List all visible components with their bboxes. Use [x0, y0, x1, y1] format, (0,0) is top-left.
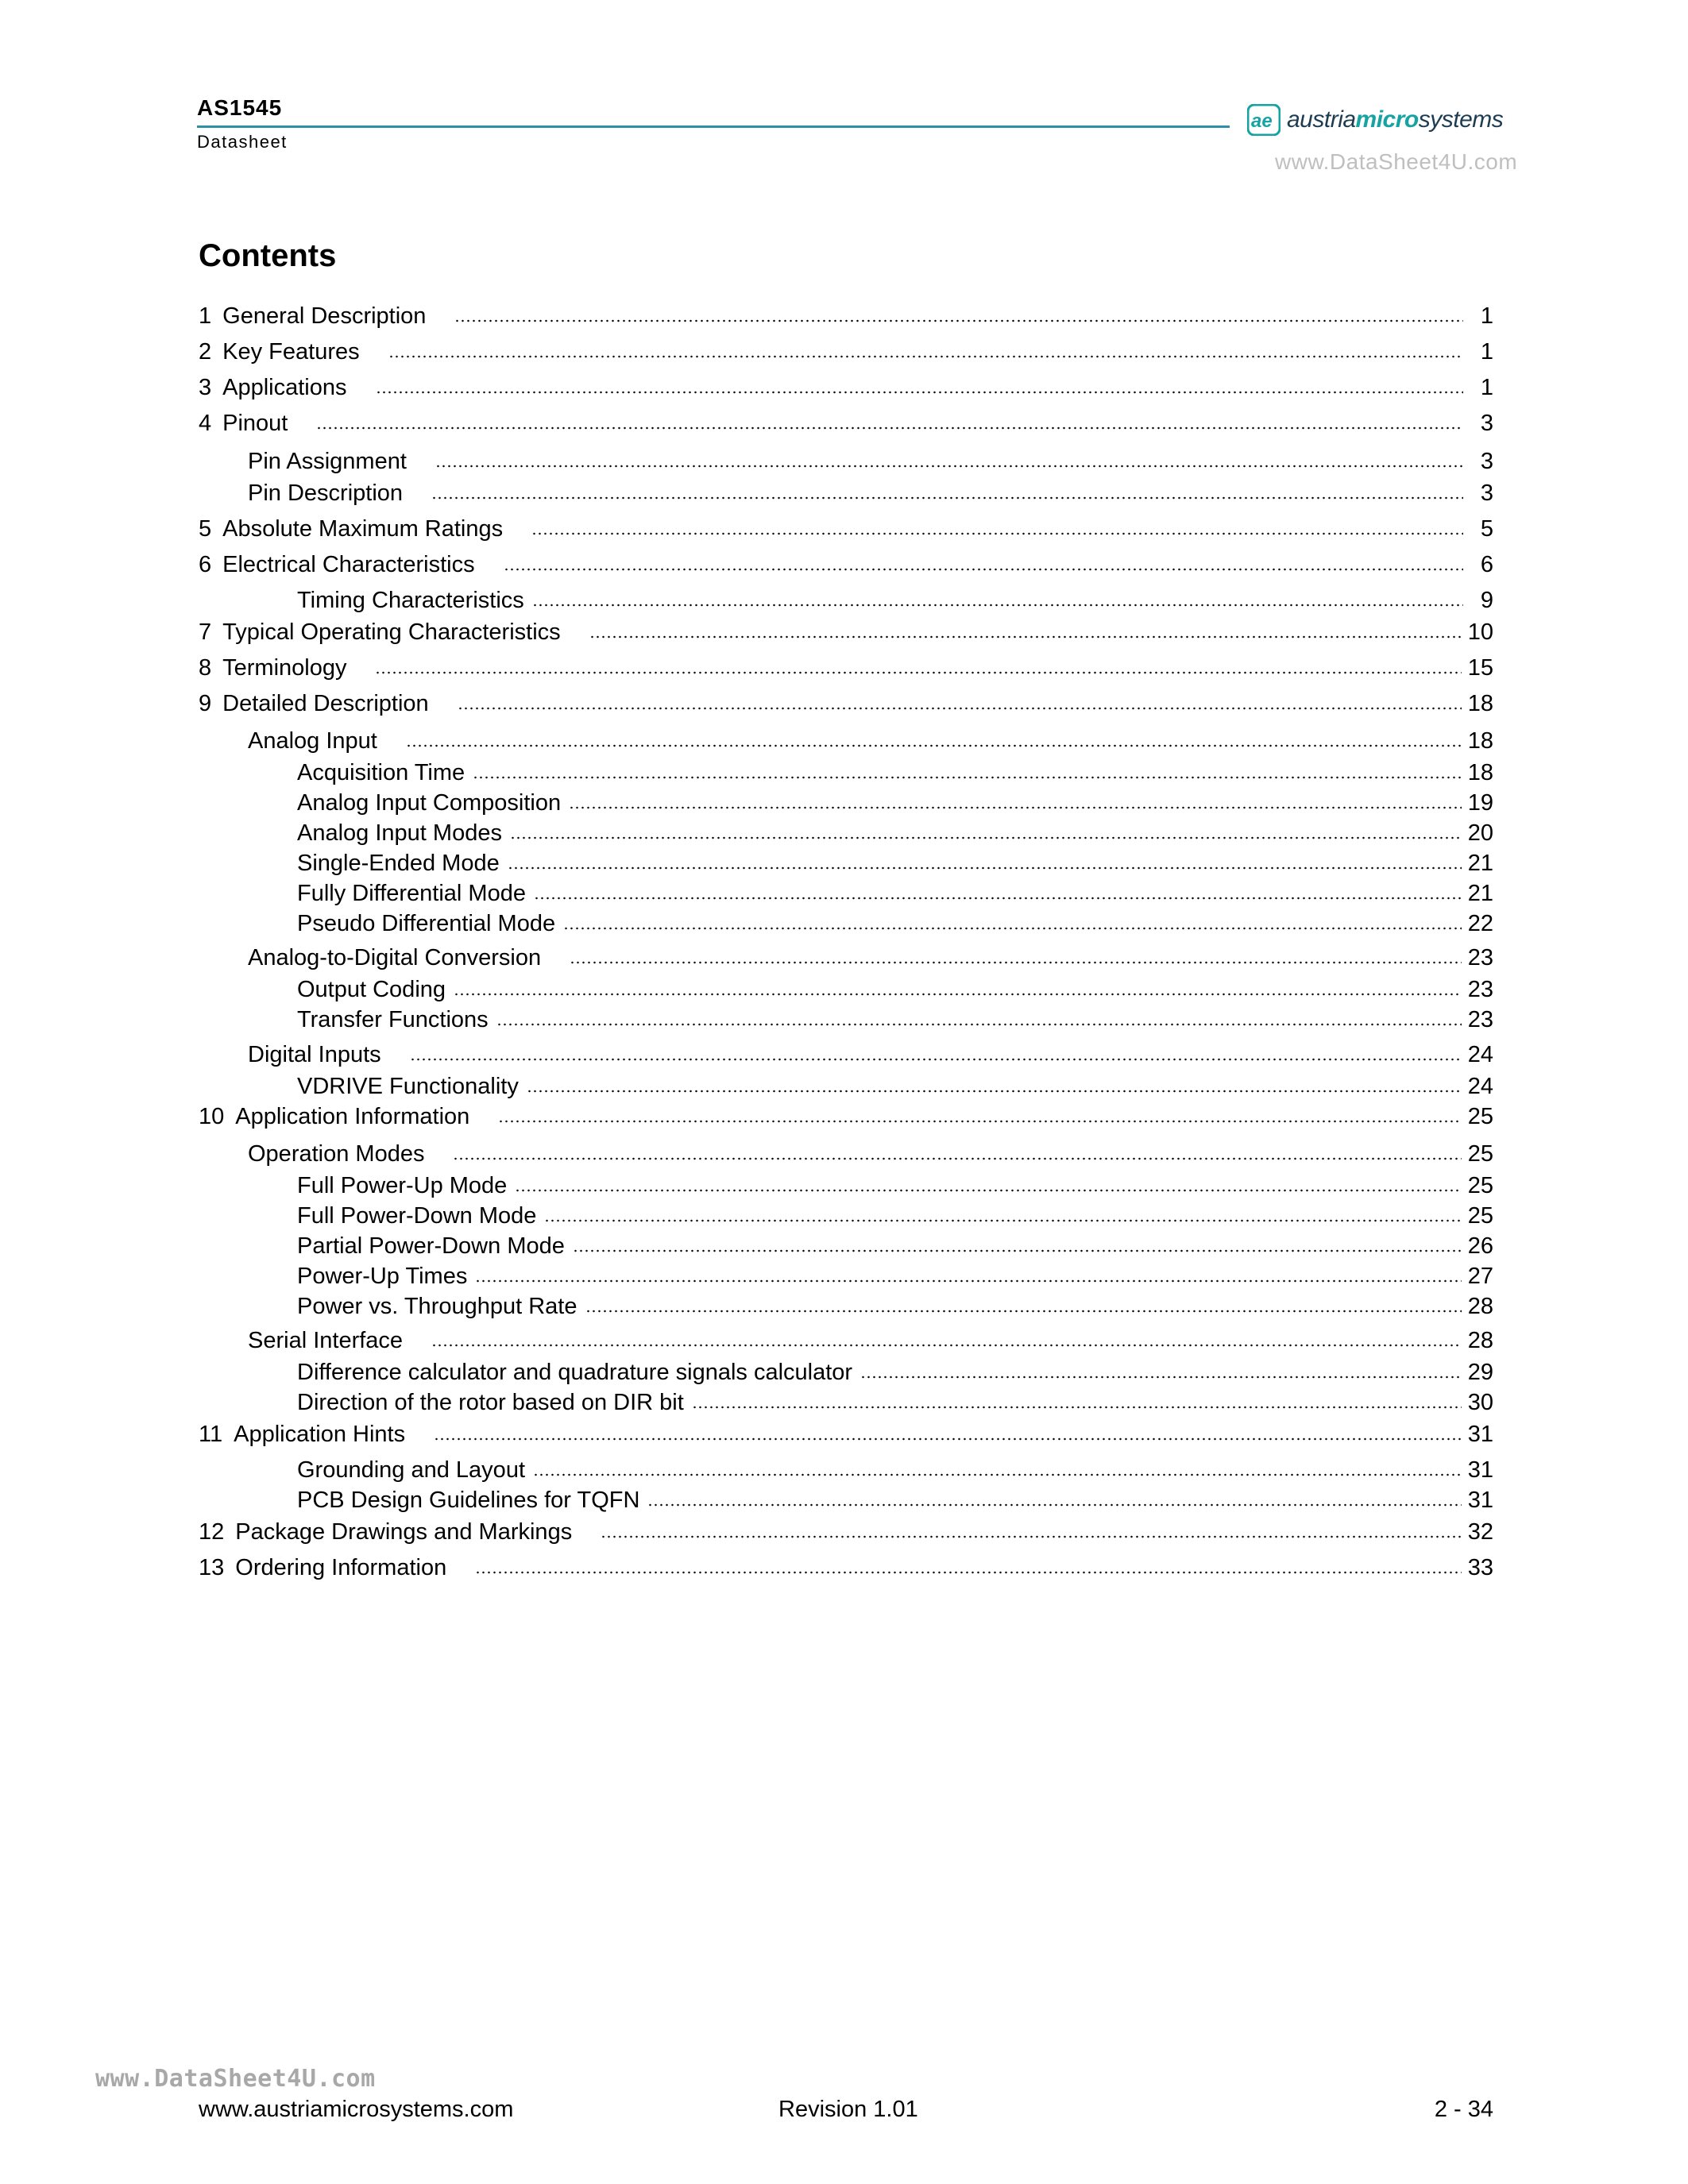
toc-entry-number: 7 [199, 619, 212, 645]
toc-entry[interactable] [199, 727, 1493, 755]
toc-entry[interactable] [199, 479, 1493, 507]
toc-entry-page: 20 [1467, 820, 1493, 846]
document-title: AS1545 [197, 95, 283, 120]
toc-dot-leader [498, 1120, 1461, 1123]
toc-entry-label: Full Power-Down Mode [297, 1203, 537, 1229]
toc-entry[interactable] [199, 1202, 1493, 1230]
toc-entry-label: Digital Inputs [248, 1042, 381, 1067]
toc-dot-leader [570, 961, 1462, 964]
toc-entry-label: Applications [222, 375, 347, 400]
toc-entry[interactable] [199, 758, 1493, 787]
toc-entry-label: VDRIVE Functionality [297, 1074, 519, 1099]
toc-entry-page: 3 [1480, 449, 1493, 474]
toc-dot-leader [434, 1437, 1462, 1441]
toc-entry-label: Transfer Functions [297, 1007, 489, 1032]
toc-entry-number: 10 [199, 1104, 225, 1129]
toc-entry-label: Application Hints [234, 1422, 406, 1447]
toc-entry-page: 18 [1467, 760, 1493, 785]
toc-dot-leader [569, 806, 1462, 809]
toc-entry-page: 25 [1467, 1141, 1493, 1167]
toc-entry-label: Typical Operating Characteristics [222, 619, 561, 645]
toc-entry-page: 30 [1467, 1390, 1493, 1415]
toc-entry-page: 23 [1467, 1007, 1493, 1032]
toc-entry-page: 33 [1467, 1555, 1493, 1580]
toc-entry[interactable] [199, 618, 1493, 646]
toc-entry[interactable] [199, 515, 1493, 543]
svg-text:ae: ae [1251, 110, 1273, 132]
toc-dot-leader [533, 1473, 1462, 1476]
toc-entry[interactable] [199, 879, 1493, 908]
toc-entry[interactable] [199, 373, 1493, 402]
toc-entry-page: 25 [1467, 1203, 1493, 1229]
toc-entry-page: 21 [1467, 851, 1493, 876]
toc-dot-leader [431, 496, 1463, 500]
toc-dot-leader [534, 897, 1462, 900]
toc-dot-leader [585, 1310, 1462, 1313]
toc-dot-leader [496, 1023, 1462, 1026]
toc-entry[interactable] [199, 849, 1493, 878]
toc-entry-page: 26 [1467, 1233, 1493, 1259]
toc-entry-page: 24 [1467, 1042, 1493, 1067]
toc-entry-number: 13 [199, 1555, 225, 1580]
toc-entry-label: Fully Differential Mode [297, 881, 526, 906]
toc-entry-page: 10 [1467, 619, 1493, 645]
toc-entry-label: Analog Input [248, 728, 377, 754]
toc-entry-number: 6 [199, 552, 212, 577]
logo-wordmark: austriamicrosystems [1287, 106, 1504, 133]
toc-entry[interactable] [199, 1486, 1493, 1515]
toc-entry-page: 18 [1467, 691, 1493, 716]
toc-entry-page: 9 [1480, 588, 1493, 613]
toc-entry[interactable] [199, 1005, 1493, 1034]
toc-entry-label: Full Power-Up Mode [297, 1173, 508, 1198]
toc-entry-label: PCB Design Guidelines for TQFN [297, 1488, 640, 1513]
toc-entry-number: 9 [199, 691, 212, 716]
toc-entry-page: 18 [1467, 728, 1493, 754]
toc-entry-page: 19 [1467, 790, 1493, 816]
watermark-bottom[interactable]: www.DataSheet4U.com [95, 2065, 376, 2093]
footer-website[interactable]: www.austriamicrosystems.com [199, 2097, 514, 2122]
toc-dot-leader [692, 1406, 1462, 1409]
toc-dot-leader [647, 1503, 1461, 1507]
toc-entry-label: Pin Assignment [248, 449, 407, 474]
toc-dot-leader [531, 532, 1463, 535]
toc-entry-page: 25 [1467, 1173, 1493, 1198]
toc-entry-page: 32 [1467, 1519, 1493, 1545]
toc-entry-number: 3 [199, 375, 212, 400]
toc-entry-page: 27 [1467, 1264, 1493, 1289]
toc-entry[interactable] [199, 1102, 1493, 1131]
toc-entry-page: 22 [1467, 911, 1493, 936]
toc-entry-page: 3 [1480, 411, 1493, 436]
toc-entry-label: Pin Description [248, 480, 404, 506]
toc-entry[interactable] [199, 1262, 1493, 1291]
toc-dot-leader [431, 1344, 1462, 1347]
toc-entry-label: Power vs. Throughput Rate [297, 1294, 577, 1319]
toc-entry-label: Pinout [222, 411, 288, 436]
toc-entry-page: 1 [1480, 303, 1493, 329]
toc-dot-leader [475, 1279, 1461, 1283]
toc-entry-page: 29 [1467, 1360, 1493, 1385]
ae-logo-icon [1247, 104, 1280, 136]
toc-dot-leader [510, 836, 1462, 839]
toc-entry[interactable] [199, 1420, 1493, 1449]
toc-entry[interactable] [199, 689, 1493, 718]
toc-entry[interactable] [199, 302, 1493, 330]
toc-entry-label: Direction of the rotor based on DIR bit [297, 1390, 684, 1415]
toc-entry-label: Partial Power-Down Mode [297, 1233, 565, 1259]
watermark-top[interactable]: www.DataSheet4U.com [1275, 149, 1518, 174]
toc-dot-leader [527, 1090, 1462, 1093]
company-logo [1247, 102, 1503, 138]
toc-entry[interactable] [199, 1171, 1493, 1200]
toc-dot-leader [454, 319, 1463, 322]
toc-entry[interactable] [199, 586, 1493, 615]
toc-entry-page: 21 [1467, 881, 1493, 906]
toc-dot-leader [601, 1535, 1462, 1538]
toc-entry-page: 15 [1467, 655, 1493, 681]
toc-entry-page: 1 [1480, 339, 1493, 365]
toc-entry-label: Terminology [222, 655, 347, 681]
toc-entry-page: 1 [1480, 375, 1493, 400]
toc-entry-label: Acquisition Time [297, 760, 465, 785]
toc-entry-page: 6 [1480, 552, 1493, 577]
toc-entry-page: 31 [1467, 1488, 1493, 1513]
toc-entry-label: Single-Ended Mode [297, 851, 500, 876]
toc-entry[interactable] [199, 909, 1493, 938]
toc-dot-leader [504, 568, 1463, 571]
toc-entry-label: Ordering Information [235, 1555, 447, 1580]
toc-entry-label: Key Features [222, 339, 360, 365]
toc-entry[interactable] [199, 550, 1493, 579]
toc-entry-number: 5 [199, 516, 212, 542]
toc-entry-label: General Description [222, 303, 427, 329]
toc-entry-page: 31 [1467, 1457, 1493, 1483]
toc-entry[interactable] [199, 943, 1493, 972]
toc-dot-leader [532, 604, 1463, 607]
toc-entry-number: 4 [199, 411, 212, 436]
toc-entry-label: Difference calculator and quadrature signals calculator [297, 1360, 853, 1385]
toc-dot-leader [406, 744, 1462, 747]
toc-entry-page: 23 [1467, 945, 1493, 970]
toc-dot-leader [573, 1249, 1462, 1252]
toc-entry[interactable] [199, 1232, 1493, 1260]
toc-entry-label: Power-Up Times [297, 1264, 468, 1289]
toc-entry-label: Package Drawings and Markings [235, 1519, 573, 1545]
toc-entry-label: Pseudo Differential Mode [297, 911, 556, 936]
toc-dot-leader [435, 465, 1463, 468]
toc-entry[interactable] [199, 1518, 1493, 1546]
toc-entry-number: 1 [199, 303, 212, 329]
toc-dot-leader [473, 776, 1462, 779]
toc-dot-leader [475, 1571, 1462, 1574]
toc-dot-leader [563, 927, 1462, 930]
toc-entry-number: 12 [199, 1519, 225, 1545]
header-rule [197, 125, 1230, 128]
toc-dot-leader [453, 1157, 1461, 1160]
toc-entry-label: Serial Interface [248, 1328, 404, 1353]
toc-dot-leader [589, 635, 1462, 639]
toc-entry-label: Analog Input Modes [297, 820, 502, 846]
toc-dot-leader [544, 1219, 1461, 1222]
toc-entry[interactable] [199, 1326, 1493, 1355]
document-type: Datasheet [197, 132, 288, 152]
toc-entry-label: Detailed Description [222, 691, 429, 716]
toc-entry[interactable] [199, 447, 1493, 476]
toc-entry-label: Electrical Characteristics [222, 552, 475, 577]
toc-dot-leader [860, 1376, 1462, 1379]
toc-entry-label: Analog Input Composition [297, 790, 562, 816]
toc-dot-leader [388, 355, 1463, 358]
toc-entry[interactable] [199, 789, 1493, 817]
toc-entry[interactable] [199, 654, 1493, 682]
toc-entry[interactable] [199, 1140, 1493, 1168]
toc-entry-number: 8 [199, 655, 212, 681]
toc-dot-leader [454, 993, 1462, 996]
toc-dot-leader [375, 671, 1461, 674]
toc-entry-number: 2 [199, 339, 212, 365]
toc-entry[interactable] [199, 1072, 1493, 1101]
toc-entry[interactable] [199, 1388, 1493, 1417]
toc-entry-page: 5 [1480, 516, 1493, 542]
toc-dot-leader [508, 866, 1462, 870]
toc-entry[interactable] [199, 1456, 1493, 1484]
footer-page-number: 2 - 34 [1434, 2097, 1493, 2122]
toc-dot-leader [515, 1189, 1461, 1192]
footer-revision: Revision 1.01 [778, 2097, 918, 2122]
toc-entry[interactable] [199, 409, 1493, 438]
toc-entry-label: Grounding and Layout [297, 1457, 525, 1483]
toc-entry[interactable] [199, 975, 1493, 1004]
toc-entry-number: 11 [199, 1422, 223, 1447]
toc-dot-leader [316, 426, 1463, 430]
toc-entry[interactable] [199, 819, 1493, 847]
toc-entry-page: 25 [1467, 1104, 1493, 1129]
toc-entry-label: Analog-to-Digital Conversion [248, 945, 542, 970]
toc-entry[interactable] [199, 1553, 1493, 1582]
toc-entry[interactable] [199, 1040, 1493, 1069]
toc-entry-page: 23 [1467, 977, 1493, 1002]
toc-dot-leader [410, 1058, 1462, 1061]
toc-entry-label: Operation Modes [248, 1141, 425, 1167]
toc-entry[interactable] [199, 1292, 1493, 1321]
toc-entry-page: 28 [1467, 1294, 1493, 1319]
toc-entry[interactable] [199, 338, 1493, 366]
toc-dot-leader [376, 391, 1463, 394]
toc-entry-label: Output Coding [297, 977, 446, 1002]
contents-heading: Contents [199, 238, 337, 273]
toc-entry-page: 24 [1467, 1074, 1493, 1099]
toc-entry-label: Application Information [235, 1104, 470, 1129]
toc-entry-page: 28 [1467, 1328, 1493, 1353]
toc-dot-leader [458, 707, 1462, 710]
toc-entry[interactable] [199, 1358, 1493, 1387]
toc-entry-label: Timing Characteristics [297, 588, 524, 613]
toc-entry-label: Absolute Maximum Ratings [222, 516, 504, 542]
toc-entry-page: 31 [1467, 1422, 1493, 1447]
toc-entry-page: 3 [1480, 480, 1493, 506]
